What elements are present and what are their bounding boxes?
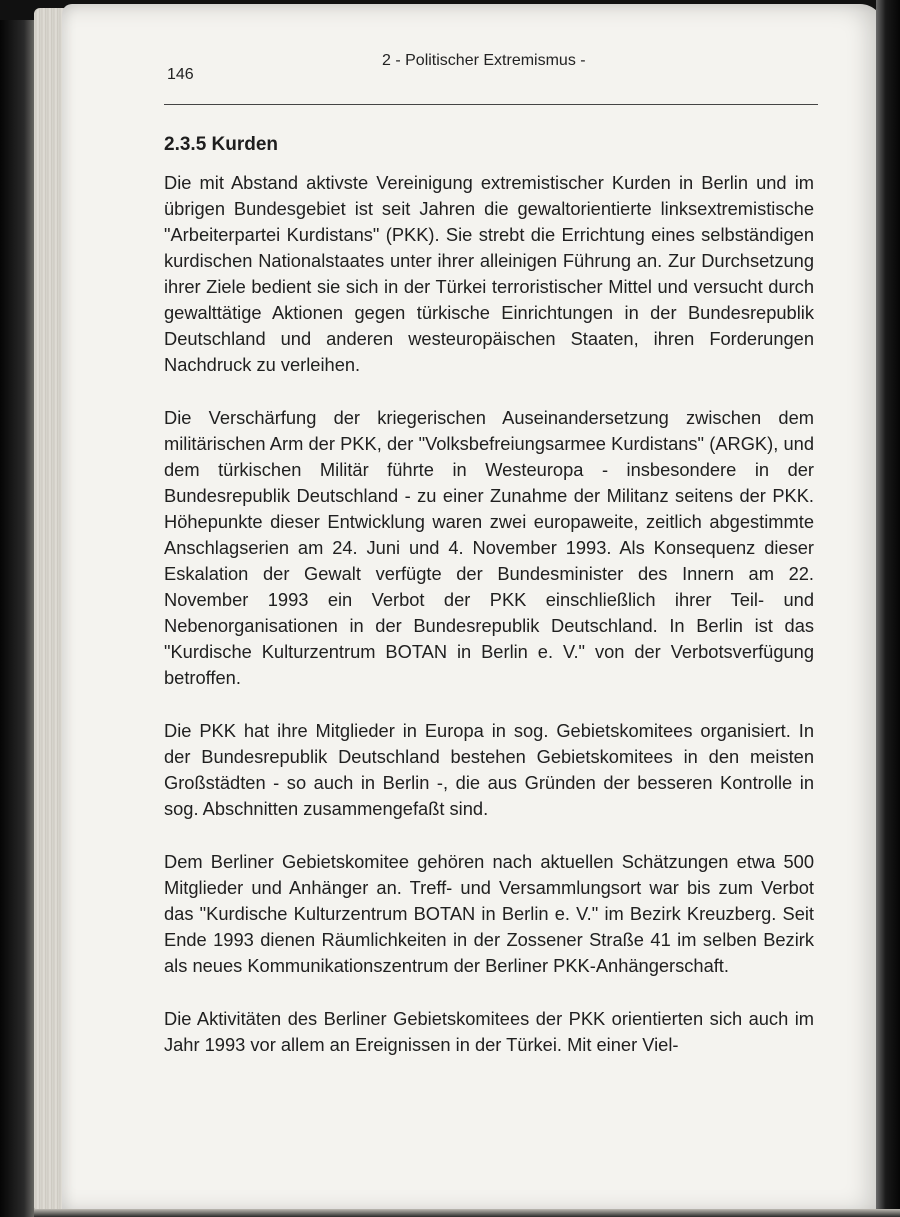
- paragraph: Dem Berliner Gebietskomitee gehören nach aktuellen Schätzungen etwa 500 Mitglieder und Anhänger an. Treff- und Versammlungsort war bis zum Verbot das "Kurdische Kulturzentrum BOTAN in Berlin e. V." im Bezirk Kreuzberg. Seit Ende 1993 dienen Räumlichkeiten in der Zossener Straße 41 im selben Bezirk als neues Kommunikationszentrum der Berliner PKK-Anhängerschaft.: [164, 851, 814, 976]
- paragraph: Die mit Abstand aktivste Vereinigung extremistischer Kurden in Berlin und im übrigen Bundesgebiet ist seit Jahren die gewaltorientierte linksextremistische "Arbeiterpartei Kurdistans" (PKK). Sie strebt die Errichtung eines selbständigen kurdischen Nationalstaates unter ihrer alleinigen Führung an. Zur Durchsetzung ihrer Ziele bedient sie sich in der Türkei terroristischer Mittel und versucht durch gewalttätige Aktionen gegen türkische Einrichtungen in der Bundesrepublik Deutschland und anderen westeuropäischen Staaten, ihren Forderungen Nachdruck zu verleihen.: [164, 172, 814, 375]
- page-bottom-edge: [34, 1209, 900, 1217]
- paragraph: Die Aktivitäten des Berliner Gebietskomitees der PKK orientierten sich auch im Jahr 1993 vor allem an Ereignissen in der Türkei. Mit einer Viel-: [164, 1008, 814, 1055]
- section-title: 2.3.5 Kurden: [164, 134, 279, 155]
- page-number: 146: [167, 66, 194, 83]
- paragraph: Die PKK hat ihre Mitglieder in Europa in sog. Gebietskomitees organisiert. In der Bundesrepublik Deutschland bestehen Gebietskomitees in den meisten Großstädten - so auch in Berlin -, die aus Gründen der besseren Kontrolle in sog. Abschnitten zusammengefaßt sind.: [164, 720, 814, 819]
- header-divider: [164, 104, 818, 105]
- paragraph: Die Verschärfung der kriegerischen Auseinandersetzung zwischen dem militärischen Arm der PKK, der "Volksbefreiungsarmee Kurdistans" (ARGK), und dem türkischen Militär führte in Westeuropa - insbesondere in der Bundesrepublik Deutschland - zu einer Zunahme der Militanz seitens der PKK. Höhepunkte dieser Entwicklung waren zwei europaweite, zeitlich abgestimmte Anschlagserien am 24. Juni und 4. November 1993. Als Konsequenz dieser Eskalation der Gewalt verfügte der Bundesminister des Innern am 22. November 1993 ein Verbot der PKK einschließlich ihrer Teil- und Nebenorganisationen in der Bundesrepublik Deutschland. In Berlin ist das "Kurdische Kulturzentrum BOTAN in Berlin e. V." von der Verbotsverfügung betroffen.: [164, 407, 814, 688]
- body-text: [164, 170, 814, 1085]
- book-spine-shadow: [876, 0, 900, 1217]
- running-header: 2 - Politischer Extremismus -: [382, 52, 586, 69]
